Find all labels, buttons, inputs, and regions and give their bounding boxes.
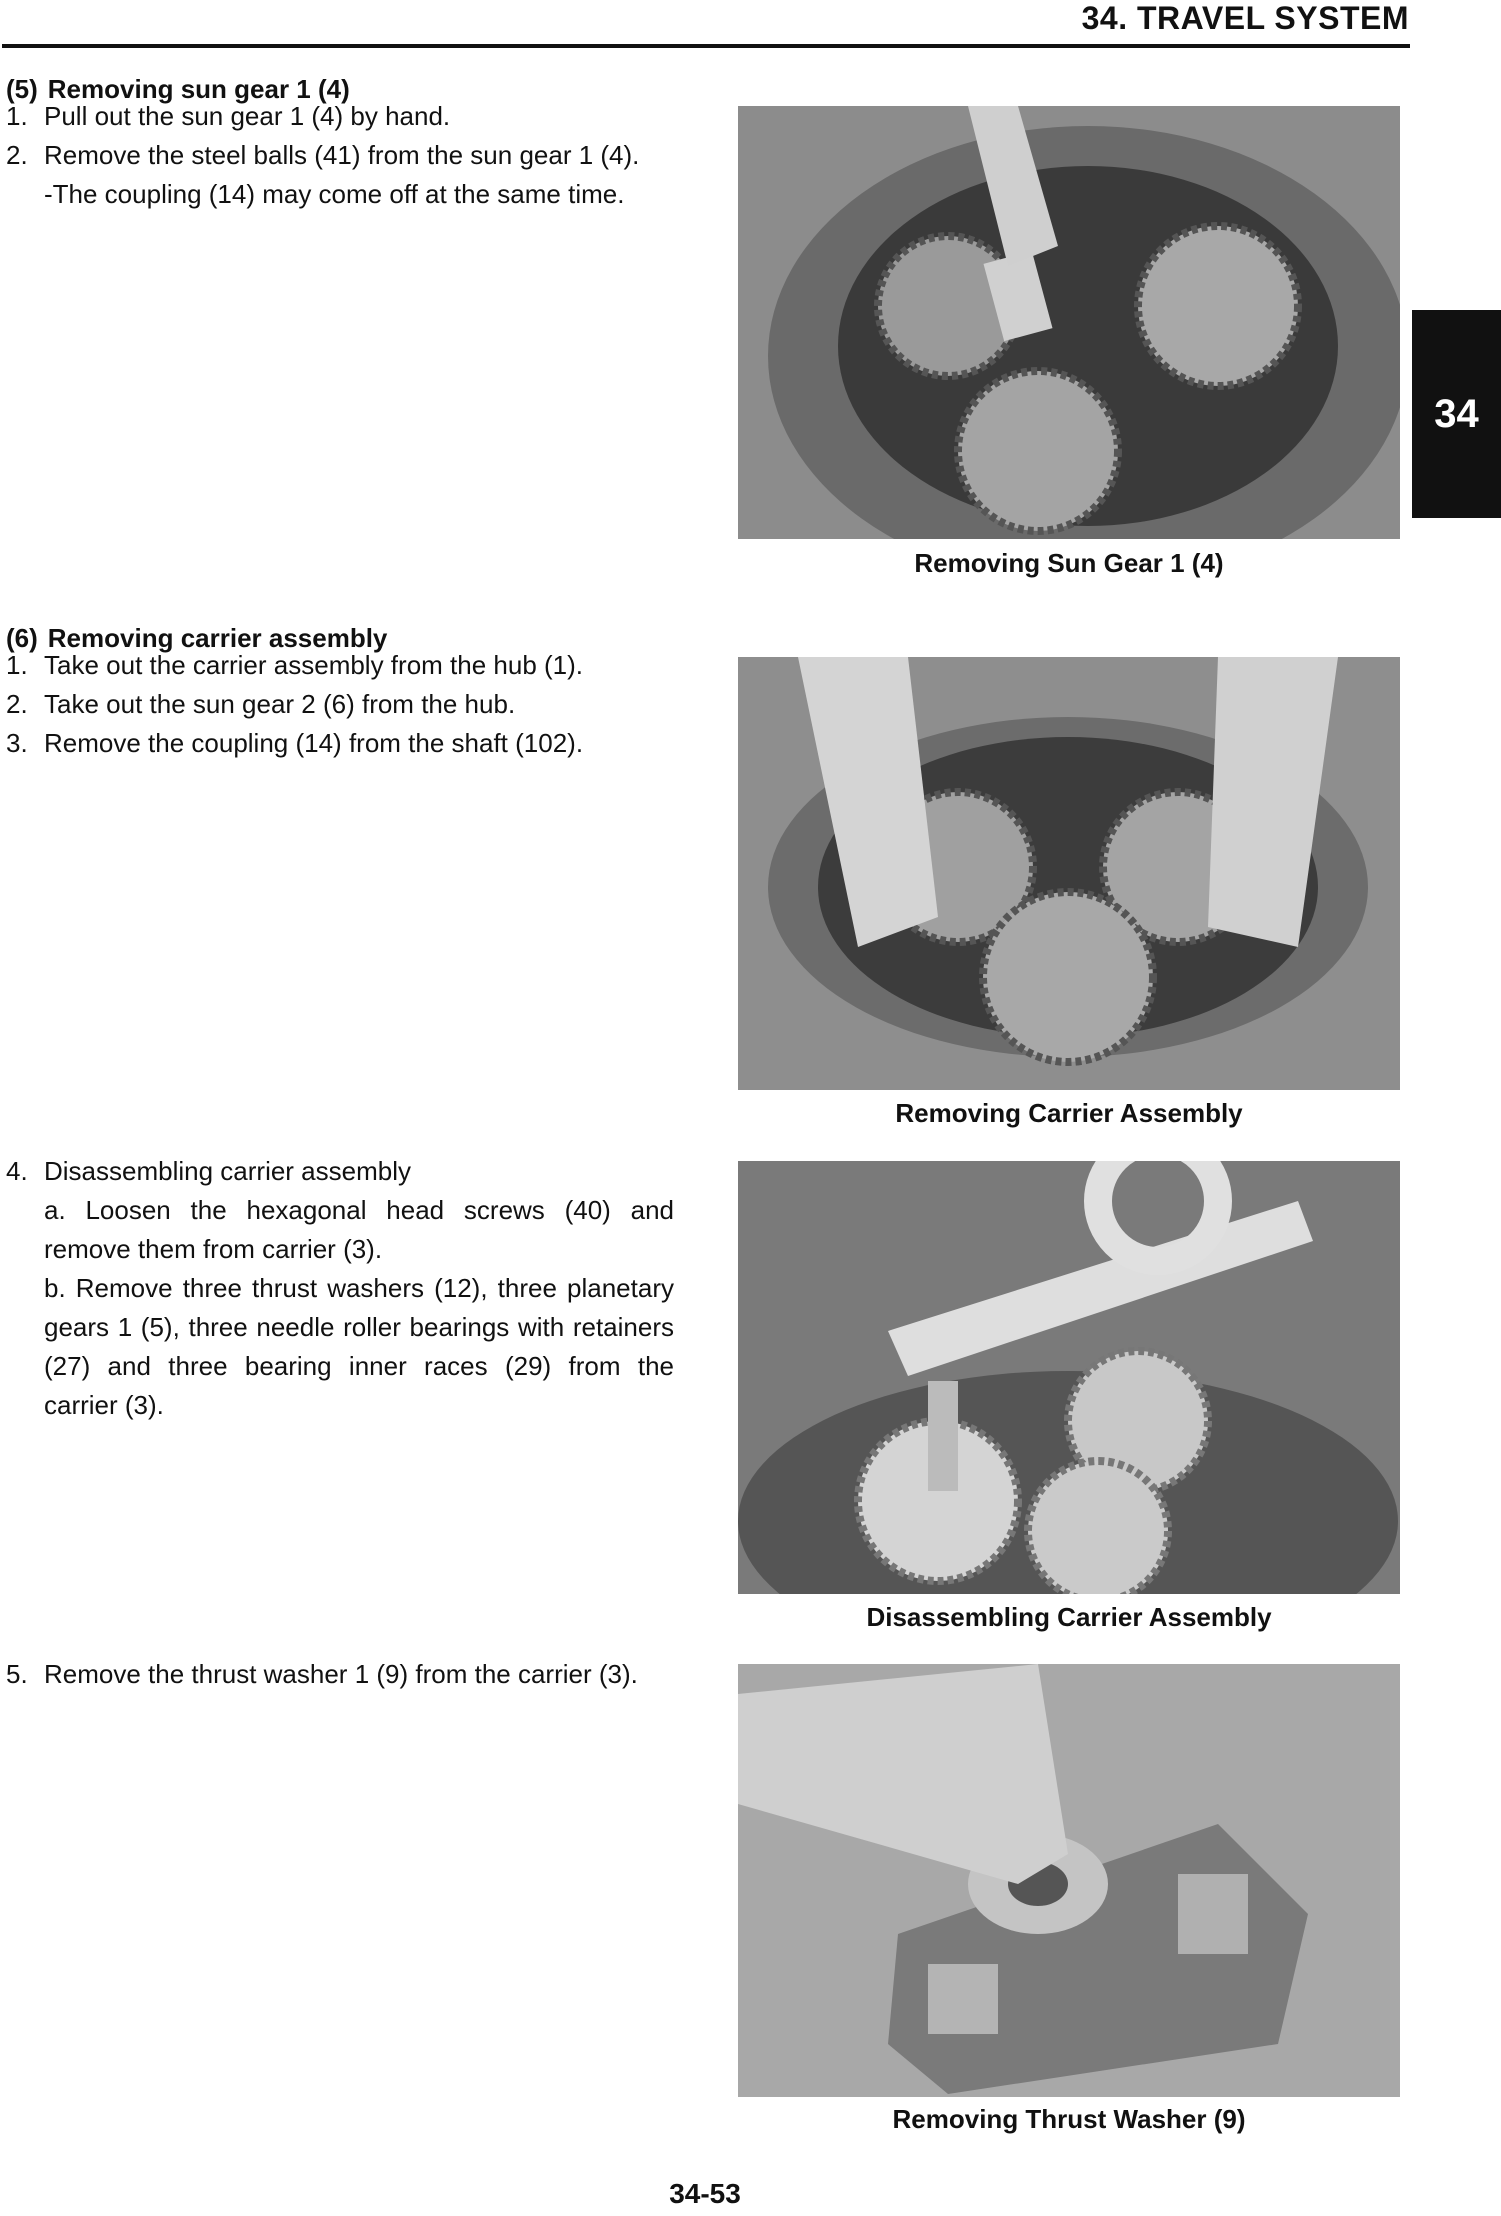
header-rule: [2, 44, 1410, 48]
photo-disassembling-carrier: [738, 1161, 1400, 1594]
section-title: Removing sun gear 1 (4): [47, 74, 350, 104]
step-number: 2.: [6, 689, 28, 719]
photo-caption: Removing Thrust Washer (9): [892, 2104, 1246, 2134]
step-item: [6, 724, 583, 763]
step-number: 1.: [6, 650, 28, 680]
section-title: Removing carrier assembly: [47, 623, 388, 653]
step-item: [6, 97, 450, 136]
sub-step-a: a. Loosen the hexagonal head screws (40) and remove them from carrier (3).: [44, 1195, 674, 1264]
photo-removing-sun-gear: [738, 106, 1400, 539]
step-number: 5.: [6, 1659, 28, 1689]
step-item: [6, 1152, 411, 1191]
photo-removing-thrust-washer: [738, 1664, 1400, 2097]
photo-caption: Disassembling Carrier Assembly: [866, 1602, 1272, 1632]
step-text: Take out the carrier assembly from the hub (1).: [44, 650, 584, 680]
step-item: [6, 646, 583, 685]
step-number: 2.: [6, 140, 28, 170]
photo-caption: Removing Carrier Assembly: [895, 1098, 1243, 1128]
step-text: Remove the coupling (14) from the shaft (102).: [44, 728, 584, 758]
step-item: [6, 136, 639, 175]
step-text: Take out the sun gear 2 (6) from the hub.: [44, 689, 516, 719]
step-item: [6, 1655, 638, 1694]
step-text: Remove the thrust washer 1 (9) from the carrier (3).: [44, 1659, 638, 1689]
carrier-photo-icon: [738, 657, 1400, 1090]
sub-step-b: b. Remove three thrust washers (12), three planetary gears 1 (5), three needle roller bearings with retainers (27) and three bearing inner races (29) from the carrier (3).: [44, 1273, 674, 1420]
step-text: Remove the steel balls (41) from the sun gear 1 (4).: [44, 140, 640, 170]
wrench-photo-icon: [738, 1161, 1400, 1594]
gear-photo-icon: [738, 106, 1400, 539]
chapter-header-title: 34. TRAVEL SYSTEM: [1081, 0, 1409, 36]
section-number: (5): [6, 74, 38, 104]
chapter-tab: 34: [1412, 310, 1501, 518]
page-number: 34-53: [669, 2178, 741, 2209]
step-text: Pull out the sun gear 1 (4) by hand.: [44, 101, 451, 131]
step-number: 4.: [6, 1156, 28, 1186]
step-item: [6, 685, 515, 724]
photo-caption: Removing Sun Gear 1 (4): [914, 548, 1224, 578]
washer-photo-icon: [738, 1664, 1400, 2097]
photo-removing-carrier: [738, 657, 1400, 1090]
step-note: -The coupling (14) may come off at the same time.: [44, 179, 625, 209]
step-number: 1.: [6, 101, 28, 131]
step-text: Disassembling carrier assembly: [44, 1156, 411, 1186]
step-number: 3.: [6, 728, 28, 758]
section-number: (6): [6, 623, 38, 653]
